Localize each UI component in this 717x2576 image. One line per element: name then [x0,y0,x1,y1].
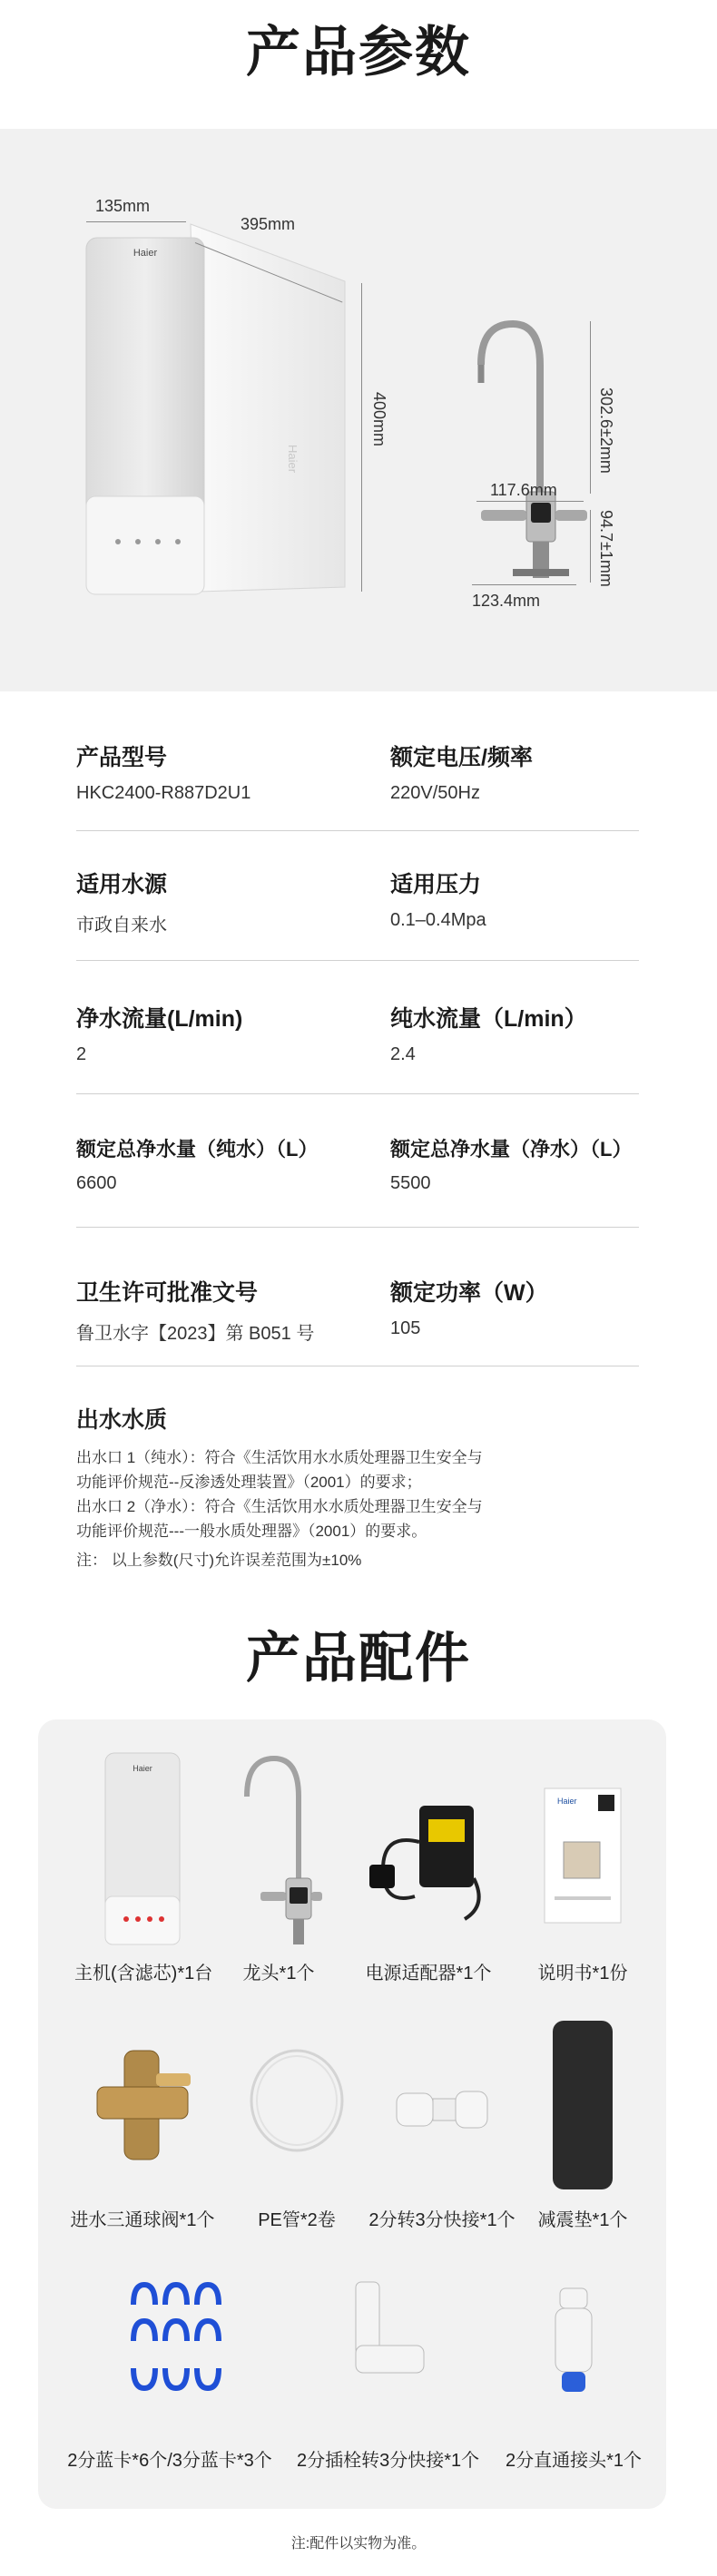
accessory-caption: 2分插栓转3分快接*1个 [297,2451,480,2471]
spec-value: 220V/50Hz [390,783,480,803]
faucet-illustration [458,310,594,583]
faucet-image [233,1751,324,1946]
svg-text:Haier: Haier [133,248,158,259]
spec-license [76,1275,385,1345]
spec-label: 额定功率（W） [390,1280,548,1306]
accessories-panel [38,1719,666,2509]
accessory-pe-pipe [233,2019,360,2237]
spec-pressure [390,867,699,931]
water-quality-line: 功能评价规范---一般水质处理器》（2001）的要求。 [76,1523,427,1540]
depth-dim-line [86,221,186,222]
faucet-lower-height-label: 94.7±1mm [597,510,615,587]
pe-pipe-image [247,2046,347,2155]
spec-divider [76,1227,639,1228]
purifier-illustration [64,220,363,601]
accessory-power-adapter [347,1751,510,1987]
faucet-height-dim-line [590,321,591,494]
plug-connector-image [342,2277,433,2395]
height-dim-line [361,283,362,592]
accessory-caption: 2分蓝卡*6个/3分蓝卡*3个 [67,2451,272,2471]
accessory-caption: 2分转3分快接*1个 [368,2210,516,2230]
spec-label: 适用压力 [390,872,482,897]
spec-total-clean [390,1134,699,1194]
spec-value: 2.4 [390,1044,416,1064]
spec-pure-flow [390,1001,699,1065]
water-quality-title: 出水水质 [76,1407,168,1433]
spec-value: 2 [76,1044,87,1064]
faucet-lower-dim-line [590,510,591,583]
spec-label: 纯水流量（L/min） [390,1006,587,1032]
spec-divider [76,830,639,831]
spec-value: 6600 [76,1173,117,1193]
accessory-main-unit [74,1751,211,1987]
faucet-width-label: 117.6mm [490,481,557,499]
faucet-height-label: 302.6±2mm [597,387,615,474]
spec-value: 5500 [390,1173,431,1193]
faucet-base-width-label: 123.4mm [472,592,541,610]
spec-divider [76,1093,639,1094]
spec-value: 0.1–0.4Mpa [390,910,486,930]
water-quality-line: 出水口 2（净水）：符合《生活饮用水水质处理器卫生安全与 [76,1498,483,1515]
water-quality-line: 功能评价规范--反渗透处理装置》（2001）的要求； [76,1474,422,1491]
spec-value: 鲁卫水字【2023】第 B051 号 [76,1324,315,1344]
water-quality-line: 出水口 1（纯水）：符合《生活饮用水水质处理器卫生安全与 [76,1449,483,1466]
accessory-shock-pad [528,2019,637,2237]
spec-label: 适用水源 [76,872,168,897]
svg-text:Haier: Haier [286,445,300,474]
spec-divider [76,960,639,961]
spec-water-source [76,867,385,936]
faucet-base-dim-line [472,584,576,585]
spec-value: 市政自来水 [76,916,167,935]
water-quality-text [76,1445,621,1543]
shock-pad-image [551,2019,614,2191]
accessories-note: 注:配件以实物为准。 [290,2536,427,2552]
accessory-caption: 说明书*1份 [537,1964,628,1983]
spec-clean-flow [76,1001,385,1065]
spec-value: HKC2400-R887D2U1 [76,783,251,803]
svg-text:Haier: Haier [557,1797,577,1806]
quick-connector-image [392,2082,492,2137]
accessory-blue-clips [61,2273,279,2473]
spec-voltage [390,739,699,804]
accessory-faucet [215,1751,342,1987]
accessory-caption: 主机(含滤芯)*1台 [74,1964,213,1983]
accessory-caption: PE管*2卷 [258,2210,336,2230]
spec-power [390,1275,699,1339]
main-unit-image [103,1751,182,1946]
spec-label: 产品型号 [76,745,168,770]
spec-label: 额定总净水量（净水）（L） [390,1138,633,1161]
tolerance-note: 注： 以上参数(尺寸)允许误差范围为±10% [76,1552,362,1569]
purifier-depth-label: 135mm [95,197,151,215]
ball-valve-image [93,2046,192,2164]
accessory-caption: 电源适配器*1个 [365,1964,492,1983]
spec-model [76,739,385,804]
spec-value: 105 [390,1318,421,1338]
purifier-width-label: 395mm [241,215,296,233]
accessory-manual [519,1751,646,1987]
accessory-caption: 2分直通接头*1个 [505,2451,643,2471]
purifier-height-label: 400mm [370,392,388,447]
accessory-straight-connector [492,2273,655,2473]
faucet-width-dim-line [476,501,584,502]
spec-total-pure [76,1134,385,1194]
accessory-quick-connector [365,2019,519,2237]
svg-text:Haier: Haier [133,1764,152,1773]
section-title-params: 产品参数 [246,22,471,83]
straight-connector-image [551,2287,596,2395]
spec-label: 额定电压/频率 [390,745,533,770]
accessory-caption: 龙头*1个 [242,1964,315,1983]
accessory-plug-connector [297,2273,478,2473]
accessory-ball-valve [65,2019,220,2237]
dimension-band [0,129,717,691]
power-adapter-image [365,1788,492,1924]
blue-clips-image [124,2277,224,2395]
section-title-accessories: 产品配件 [246,1628,471,1689]
accessory-caption: 减震垫*1个 [537,2210,628,2230]
accessory-caption: 进水三通球阀*1个 [70,2210,215,2230]
spec-label: 净水流量(L/min) [76,1006,243,1032]
manual-image [544,1788,622,1924]
spec-label: 卫生许可批准文号 [76,1280,259,1306]
spec-label: 额定总净水量（纯水）（L） [76,1138,319,1161]
